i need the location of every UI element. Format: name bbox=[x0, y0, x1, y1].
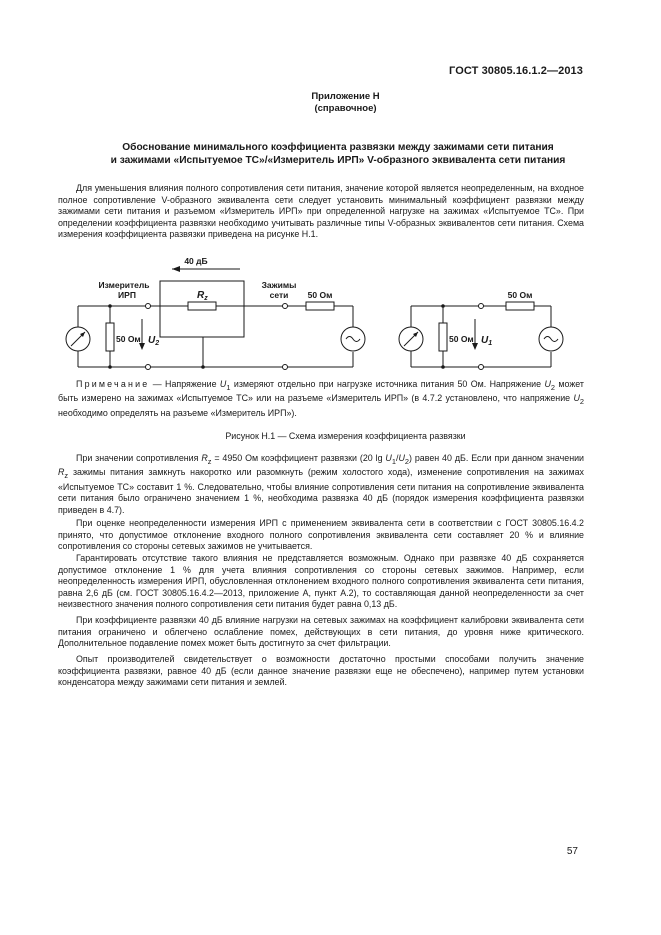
terminal-right-bottom bbox=[479, 365, 484, 370]
terminal-mains-bottom bbox=[283, 365, 288, 370]
attenuation-label: 40 дБ bbox=[184, 256, 208, 266]
figure-caption: Рисунок Н.1 — Схема измерения коэффициента развязки bbox=[225, 431, 466, 441]
meter-label-line-1: Измеритель bbox=[98, 280, 150, 290]
appendix-title: Приложение Н bbox=[311, 91, 380, 102]
paragraph-4: При коэффициенте развязки 40 дБ влияние нагрузки на сетевых зажимах на коэффициент калибровки эквивалента сети питания ограничено и облегчено ослабление помех, действующих в сети питания, до уровня ниже критического. Дополнительное подавление помех может быть достигнуто за счет фильтрации. bbox=[58, 615, 584, 648]
note-label: Примечание bbox=[76, 379, 150, 389]
section-title-line-1: Обоснование минимального коэффициента развязки между зажимами сети питания bbox=[122, 142, 554, 153]
mains-label-line-2: сети bbox=[269, 290, 289, 300]
terminal-meter-top bbox=[146, 304, 151, 309]
rz-resistor bbox=[188, 302, 216, 310]
section-title-line-2: и зажимами «Испытуемое ТС»/«Измеритель ИРП» V-образного эквивалента сети питания bbox=[110, 155, 566, 166]
resistor-50-ohm-mains-left bbox=[306, 302, 334, 310]
res-top-left-label: 50 Ом bbox=[307, 290, 333, 300]
appendix-subtitle: (справочное) bbox=[314, 103, 377, 114]
attenuation-arrow-head bbox=[172, 266, 180, 272]
document-code: ГОСТ 30805.16.1.2—2013 bbox=[449, 65, 583, 77]
mains-label-line-1: Зажимы bbox=[261, 280, 297, 290]
page-number: 57 bbox=[566, 846, 578, 857]
u2-arrow bbox=[139, 343, 145, 350]
rz-label: $R_z$ bbox=[197, 290, 208, 302]
resistor-50-ohm-left-vertical bbox=[106, 323, 114, 351]
u1-label: $U_1$ bbox=[481, 335, 493, 347]
res-left-label: 50 Ом bbox=[116, 334, 141, 344]
paragraph-3: Гарантировать отсутствие такого влияния не представляется возможным. Однако при развязке 40 дБ сохраняется допустимое отклонение 1 % для учета влияния сопротивления со стороны сетевых зажимов. Например, если неопределенность измерения ИРП, обусловленная отклонением входного полного сопротивления эквивалента сети питания, равна 2,6 дБ (см. ГОСТ 30805.16.4.2—2013, приложение А, пункт А.2), то составляющая данной неопределенности за счет неизвестного значения полного сопротивления сети питания будет равна 0,13 дБ. bbox=[58, 553, 584, 609]
resistor-50-ohm-right-vertical bbox=[439, 323, 447, 351]
u1-arrow bbox=[472, 343, 478, 350]
terminal-meter-bottom bbox=[146, 365, 151, 370]
paragraph-2: При оценке неопределенности измерения ИРП с применением эквивалента сети в соответствии с ГОСТ 30805.16.4.2 принято, что допустимое отклонение входного полного сопротивления эквивалента сети составляет 20 % и влияние сопротивления со стороны сетевых зажимов не учитывается. bbox=[58, 518, 584, 551]
paragraph-5: Опыт производителей свидетельствует о возможности достаточно простыми способами получить значение коэффициента развязки, равное 40 дБ (если данное значение развязки еще не обеспечено), например путем установки конденсатора между зажимами сети питания и землей. bbox=[58, 654, 584, 687]
terminal-right-top bbox=[479, 304, 484, 309]
figure-note: Примечание — Напряжение $U_1$ измеряют отдельно при нагрузке источника питания 50 Ом. Напряжение $U_2$ может быть измерено на зажимах «Испытуемое ТС» или на разъеме «Измеритель ИРП» (в 4.7.2 установлено, что напряжение $U_2$ необходимо определять на разъеме «Измеритель ИРП»). bbox=[58, 379, 584, 418]
res-top-right-label: 50 Ом bbox=[507, 290, 533, 300]
resistor-50-ohm-right-series bbox=[506, 302, 534, 310]
intro-paragraph: Для уменьшения влияния полного сопротивления сети питания, значение которой является неопределенным, на входное полное сопротивление V-образного эквивалента сети следует установить минимальный коэффициент развязки между зажимами сети питания и разъемом «Измеритель ИРП» при определенной нагрузке на зажимах «Испытуемое ТС». При определении коэффициента развязки необходимо учитывать различные типы V-образных эквивалентов сети питания. Схема измерения коэффициента развязки приведена на рисунке Н.1. bbox=[58, 183, 584, 239]
paragraph-1: При значении сопротивления $R_z = 4950$ Ом коэффициент развязки (20 $\lg U_1/U_2$) равен 40 дБ. Если при данном значении $R_z$ зажимы питания замкнуть накоротко или разомкнуть (режим холостого хода), изменение сопротивления на зажимах «Испытуемое ТС» составит 1 %. Следовательно, чтобы влияние сопротивления сети питания на сопротивление эквивалента сети питания было ограничено значением 1 %, необходима развязка 40 дБ (порядок измерения коэффициента развязки приведен в 4.7). bbox=[58, 453, 585, 515]
terminal-mains-top bbox=[283, 304, 288, 309]
meter-label-line-2: ИРП bbox=[118, 290, 136, 300]
u2-label: $U_2$ bbox=[148, 335, 160, 347]
res-right-label: 50 Ом bbox=[449, 334, 474, 344]
